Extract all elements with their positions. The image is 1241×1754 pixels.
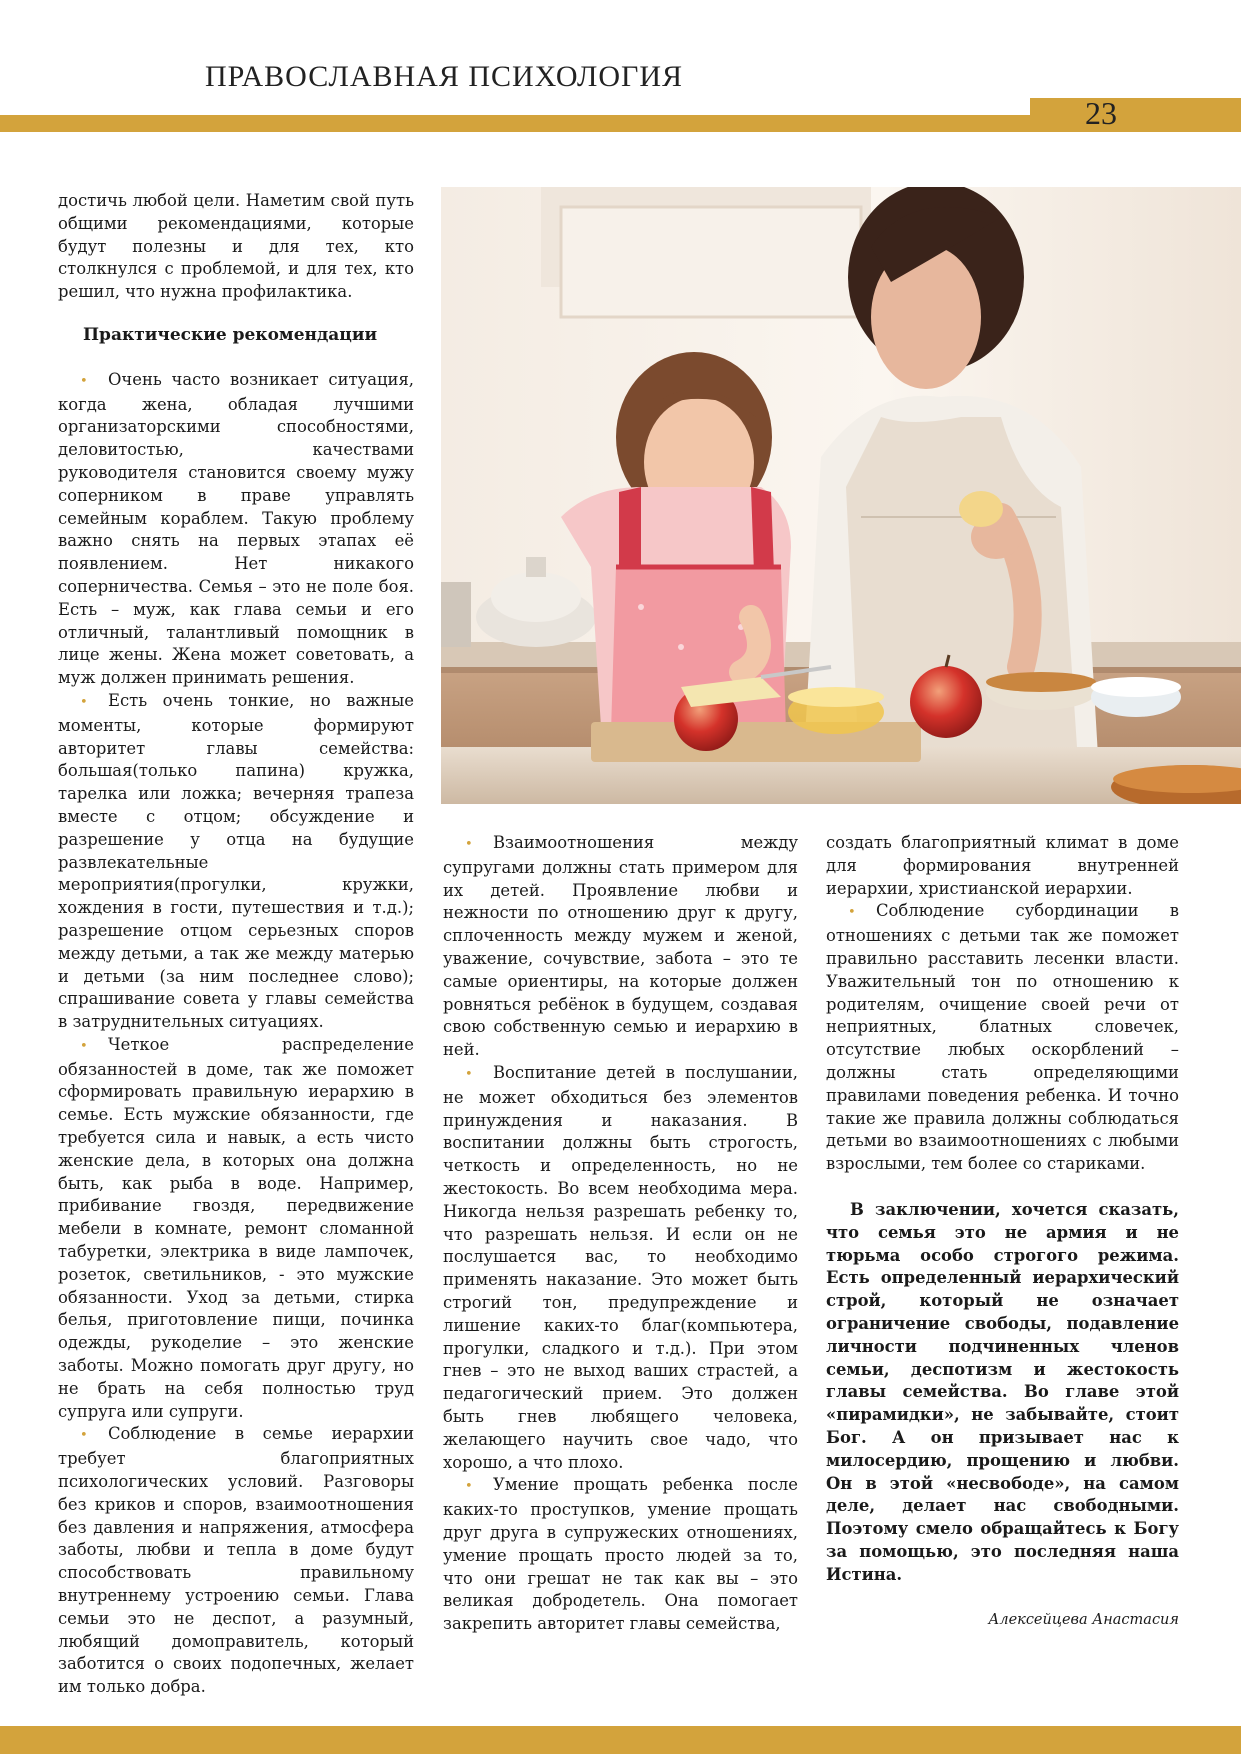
continuation-paragraph: создать благоприятный климат в доме для формирования внутренней иерархии, христианской иерархии. xyxy=(826,833,1179,898)
text-column-middle xyxy=(443,832,798,1636)
section-subheading: Практические рекомендации xyxy=(83,324,378,345)
bullet-paragraph-1: • Очень часто возникает ситуация, когда жена, обладая лучшими организаторскими способностями, деловитостью, качествами руководителя становится своему мужу соперником в праве управлять семейным кораблем. Такую проблему важно снять на первых этапах её появлением. Нет никакого соперничества. Семья – это не поле боя. Есть – муж, как глава семьи и его отличный, талантливый помощник в лице жены. Жена может советовать, а муж должен принимать решения. xyxy=(58,369,414,688)
intro-paragraph: достичь любой цели. Наметим свой путь общими рекомендациями, которые будут полезны и для тех, кто столкнулся с проблемой, и для тех, кто решил, что нужна профилактика. xyxy=(58,191,414,302)
text-column-left xyxy=(58,190,414,1699)
bullet-icon: • xyxy=(80,694,88,710)
bullet-icon: • xyxy=(80,1038,88,1054)
bullet-paragraph-8: • Соблюдение субординации в отношениях с детьми так же поможет правильно расставить лесенки власти. Уважительный тон по отношению к родителям, очищение своей речи от неприятных, блатных словечек, отсутствие любых оскорблений – должны стать определяющими правилами поведения ребенка. И точно такие же правила должны соблюдаться детьми во взаимоотношениях с любыми взрослыми, тем более со стариками. xyxy=(826,901,1179,1174)
footer-accent-bar xyxy=(0,1726,1241,1754)
bullet-icon: • xyxy=(465,1479,473,1495)
bullet-icon: • xyxy=(80,373,88,389)
magazine-section-title: ПРАВОСЛАВНАЯ ПСИХОЛОГИЯ xyxy=(205,60,684,93)
bullet-icon: • xyxy=(80,1428,88,1444)
bullet-paragraph-6: • Воспитание детей в послушании, не может обходиться без элементов принуждения и наказания. В воспитании должны быть строгость, четкость и определенность, но не жестокость. Во всем необходима мера. Никогда нельзя разрешать ребенку то, что разрешать нельзя. И если он не послушается вас, то необходимо применять наказание. Это может быть строгий тон, предупреждение и лишение каких-то благ(компьютера, прогулки, сладкого и т.д.). При этом гнев – это не выход ваших страстей, а педагогический прием. Это должен быть гнев любящего человека, желающего научить свое чадо, что хорошо, а что плохо. xyxy=(443,1062,798,1472)
bullet-paragraph-2: • Есть очень тонкие, но важные моменты, которые формируют авторитет главы семейства: большая(только папина) кружка, тарелка или ложка; вечерняя трапеза вместе с отцом; обсуждение и разрешение у отца на будущие развлекательные мероприятия(прогулки, кружки, хождения в гости, путешествия и т.д.); разрешение отцом серьезных споров между детьми, а так же между матерью и детьми (за ним последнее слово); спрашивание совета у главы семейства в затруднительных ситуациях. xyxy=(58,690,414,1032)
bullet-icon: • xyxy=(848,905,856,921)
page-number-tab xyxy=(1030,98,1241,132)
bullet-paragraph-5: • Взаимоотношения между супругами должны стать примером для их детей. Проявление любви и нежности по отношению друг к другу, сплоченность между мужем и женой, уважение, сочувствие, забота – это те самые ориентиры, на которые должен ровняться ребёнок в будущем, создавая свою собственную семью и иерархию в ней. xyxy=(443,833,798,1060)
bullet-paragraph-7: • Умение прощать ребенка после каких-то проступков, умение прощать друг друга в супружеских отношениях, умение прощать просто людей за то, что они грешат не так как вы – это великая добродетель. Она помогает закрепить авторитет главы семейства, xyxy=(443,1475,798,1634)
text-column-right xyxy=(826,832,1179,1587)
bullet-icon: • xyxy=(465,837,473,852)
conclusion-paragraph: В заключении, хочется сказать, что семья это не армия и не тюрьма особо строгого режима. Есть определенный иерархический строй, который не означает ограничение свободы, подавление личности подчиненных членов семьи, деспотизм и жестокость главы семейства. Во главе этой «пирамидки», не забывайте, стоит Бог. А он призывает нас к милосердию, прощению и любви. Он в этой «несвободе», на самом деле, делает нас свободными. Поэтому смело обращайтесь к Богу за помощью, это последняя наша Истина. xyxy=(826,1199,1179,1584)
page-number: 23 xyxy=(1085,95,1117,131)
author-signature: Алексейцева Анастасия xyxy=(988,1612,1179,1628)
bullet-paragraph-4: • Соблюдение в семье иерархии требует благоприятных психологических условий. Разговоры без криков и споров, взаимоотношения без давления и напряжения, атмосфера заботы, любви и тепла в доме будут способствовать правильному внутреннему устроению семьи. Глава семьи это не деспот, а разумный, любящий домоправитель, который заботится о своих подопечных, желает им только добра. xyxy=(58,1424,414,1697)
mother-daughter-cooking-photo xyxy=(441,187,1241,804)
bullet-paragraph-3: • Четкое распределение обязанностей в доме, так же поможет сформировать правильную иерархию в семье. Есть мужские обязанности, где требуется сила и навык, а есть чисто женские дела, в которых она должна быть, как рыба в воде. Например, прибивание гвоздя, передвижение мебели в комнате, ремонт сломанной табуретки, электрика в виде лампочек, розеток, светильников, - это мужские обязанности. Уход за детьми, стирка белья, приготовление пищи, починка одежды, рукоделие – это женские заботы. Можно помогать друг другу, но не брать на себя полностью труд супруга или супруги. xyxy=(58,1034,414,1421)
bullet-icon: • xyxy=(465,1066,473,1082)
header-accent-bar xyxy=(0,115,1030,132)
